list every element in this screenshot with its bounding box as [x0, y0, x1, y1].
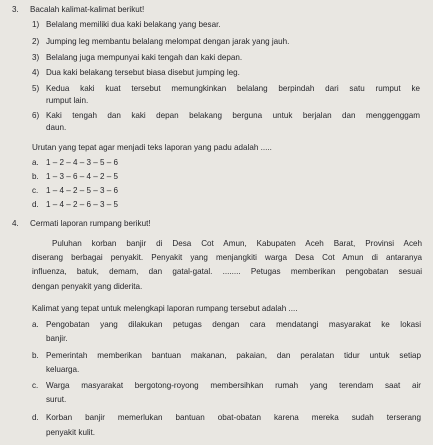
sentence-5-label: 5) — [32, 84, 40, 93]
sentence-6-line-2: daun. — [46, 123, 67, 132]
q4-option-b-line-2: keluarga. — [46, 365, 80, 374]
question-3-text: Urutan yang tepat agar menjadi teks laporan yang padu adalah ..... — [32, 143, 272, 152]
q4-option-b-label: b. — [32, 351, 39, 360]
passage-line-2: diserang berbagai penyakit. Penyakit yang menjangkiti warga Desa Cot Amun di antaranya — [32, 253, 422, 262]
q4-option-a-line-2: banjir. — [46, 334, 68, 343]
q3-option-b: 1 – 3 – 6 – 4 – 2 – 5 — [46, 172, 119, 181]
sentence-5-line-1: Kedua kaki kuat tersebut memungkinkan belalang berpindah dari satu rumput ke — [46, 84, 420, 93]
q3-option-b-label: b. — [32, 172, 39, 181]
passage-line-4: dengan penyakit yang diderita. — [32, 282, 143, 291]
sentence-4-label: 4) — [32, 68, 40, 77]
passage-line-3: influenza, batuk, demam, dan gatal-gatal. ........ Petugas memberikan pengobatan sesuai — [32, 267, 422, 276]
sentence-6-line-1: Kaki tengah dan kaki depan belakang berguna untuk berjalan dan menggenggam — [46, 111, 420, 120]
q3-option-a-label: a. — [32, 158, 39, 167]
question-4-number: 4. — [12, 219, 19, 228]
question-4-prompt: Cermati laporan rumpang berikut! — [30, 219, 151, 228]
q3-option-c-label: c. — [32, 186, 39, 195]
sentence-1-label: 1) — [32, 20, 40, 29]
q4-option-c-line-2: surut. — [46, 395, 67, 404]
q4-option-d-line-1: Korban banjir memerlukan bantuan obat-obatan karena mereka sudah terserang — [46, 413, 421, 422]
sentence-3-label: 3) — [32, 53, 40, 62]
passage-line-1: Puluhan korban banjir di Desa Cot Amun, Kabupaten Aceh Barat, Provinsi Aceh — [52, 239, 422, 248]
sentence-1: Belalang memiliki dua kaki belakang yang besar. — [46, 20, 221, 29]
q3-option-c: 1 – 4 – 2 – 5 – 3 – 6 — [46, 186, 119, 195]
q3-option-d-label: d. — [32, 200, 39, 209]
q4-option-d-label: d. — [32, 413, 39, 422]
question-4-text: Kalimat yang tepat untuk melengkapi laporan rumpang tersebut adalah .... — [32, 304, 298, 313]
sentence-2-label: 2) — [32, 37, 40, 46]
q4-option-a-line-1: Pengobatan yang dilakukan petugas dengan cara mendatangi masyarakat ke lokasi — [46, 320, 421, 329]
q4-option-b-line-1: Pemerintah memberikan bantuan makanan, pakaian, dan peralatan tidur untuk setiap — [46, 351, 421, 360]
q3-option-d: 1 – 4 – 2 – 6 – 3 – 5 — [46, 200, 119, 209]
q4-option-a-label: a. — [32, 320, 39, 329]
q4-option-c-line-1: Warga masyarakat bergotong-royong membersihkan rumah yang terendam saat air — [46, 381, 421, 390]
question-3-number: 3. — [12, 5, 19, 14]
sentence-6-label: 6) — [32, 111, 40, 120]
sentence-4: Dua kaki belakang tersebut biasa disebut jumping leg. — [46, 68, 240, 77]
sentence-3: Belalang juga mempunyai kaki tengah dan kaki depan. — [46, 53, 243, 62]
q4-option-d-line-2: penyakit kulit. — [46, 428, 96, 437]
sentence-5-line-2: rumput lain. — [46, 96, 89, 105]
q3-option-a: 1 – 2 – 4 – 3 – 5 – 6 — [46, 158, 119, 167]
q4-option-c-label: c. — [32, 381, 39, 390]
question-3-prompt: Bacalah kalimat-kalimat berikut! — [30, 5, 145, 14]
sentence-2: Jumping leg membantu belalang melompat dengan jarak yang jauh. — [46, 37, 290, 46]
